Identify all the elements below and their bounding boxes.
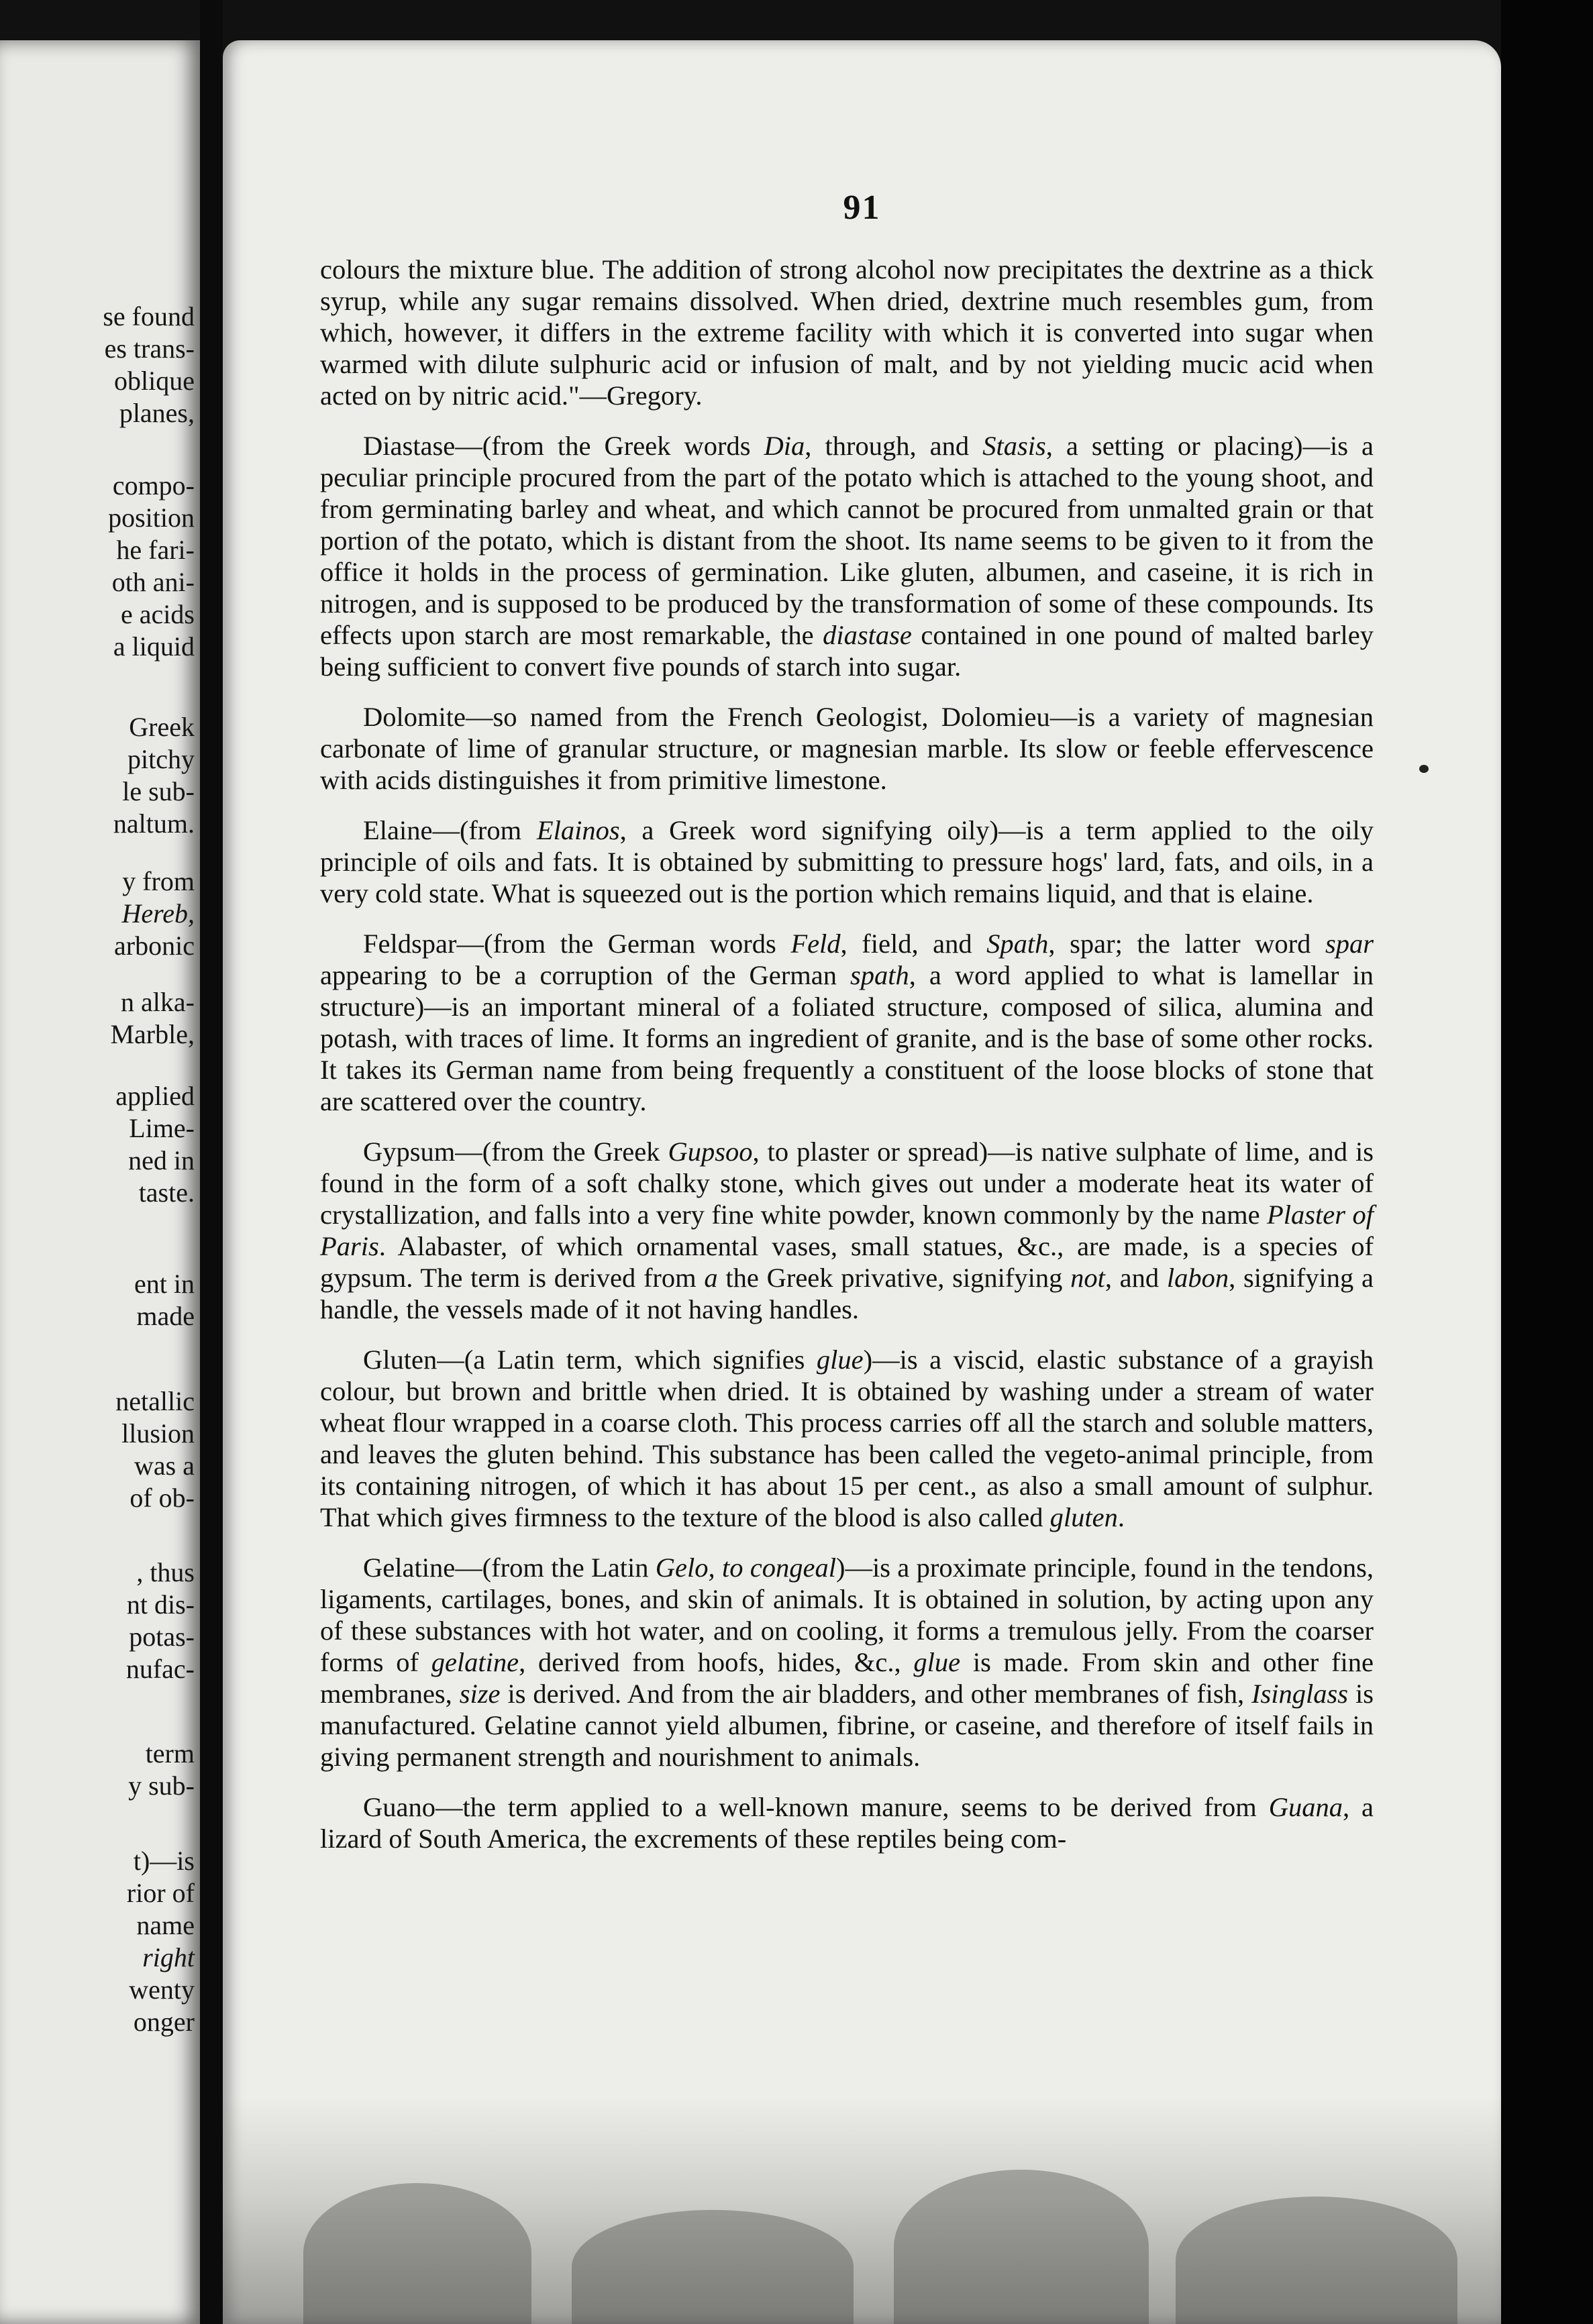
left-line: he fari- <box>116 535 195 565</box>
left-line: planes, <box>119 398 195 428</box>
left-line: name <box>136 1910 195 1940</box>
left-line: of ob- <box>130 1483 195 1513</box>
left-page-lines <box>0 711 195 840</box>
left-line: applied <box>115 1081 195 1111</box>
left-line: t)—is <box>133 1846 195 1876</box>
left-line: y from <box>122 866 195 896</box>
left-line: Lime- <box>129 1113 195 1143</box>
scan-background-edge <box>1501 0 1593 2324</box>
ink-speck <box>1419 765 1429 773</box>
left-line: nt dis- <box>126 1589 195 1620</box>
left-page-lines <box>0 1738 195 1802</box>
paragraph-dextrine: colours the mixture blue. The addition of strong alcohol now precipitates the dextrine as a thick syrup, while any sugar remains dissolved. When dried, dextrine much resembles gum, from which, however, it differs in the extreme facility with which it is converted into sugar when warmed with dilute sulphuric acid or infusion of malt, and by not yielding mucic acid when acted on by nitric acid."—Gregory. <box>320 254 1374 411</box>
paragraph-guano: Guano—the term applied to a well-known manure, seems to be derived from Guana, a lizard of South America, the excrements of these reptiles being com- <box>320 1792 1374 1854</box>
left-page-lines <box>0 986 195 1051</box>
paragraph-feldspar: Feldspar—(from the German words Feld, field, and Spath, spar; the latter word spar appearing to be a corruption of the German spath, a word applied to what is lamellar in structure)—is an important mineral of a foliated structure, composed of silica, alumina and potash, with traces of lime. It forms an ingredient of granite, and is the base of some other rocks. It takes its German name from being frequently a constituent of the loose blocks of stone that are scattered over the country. <box>320 929 1374 1116</box>
left-page-fragment <box>0 40 200 2324</box>
paragraph-diastase: Diastase—(from the Greek words Dia, through, and Stasis, a setting or placing)—is a peculiar principle procured from the part of the potato which is attached to the young shoot, and from germinating barley and wheat, and which cannot be procured from unmalted grain or that portion of the potato, which is distant from the shoot. Its name seems to be given to it from the office it holds in the process of germination. Like gluten, albumen, and caseine, it is rich in nitrogen, and is supposed to be produced by the transformation of some of these compounds. Its effects upon starch are most remarkable, the diastase contained in one pound of malted barley being sufficient to convert five pounds of starch into sugar. <box>320 431 1374 682</box>
left-line: a liquid <box>113 631 195 662</box>
left-line: naltum. <box>113 808 195 839</box>
left-line: e acids <box>121 599 195 629</box>
paragraph-gypsum: Gypsum—(from the Greek Gupsoo, to plaster or spread)—is native sulphate of lime, and is found in the form of a soft chalky stone, which gives out under a moderate heat its water of crystallization, and falls into a very fine white powder, known commonly by the name Plaster of Paris. Alabaster, of which ornamental vases, small statues, &c., are made, is a species of gypsum. The term is derived from a the Greek privative, signifying not, and labon, signifying a handle, the vessels made of it not having handles. <box>320 1137 1374 1324</box>
left-line: was a <box>134 1450 195 1481</box>
left-page-lines <box>0 1385 195 1514</box>
left-line: oth ani- <box>111 567 195 597</box>
left-line: pitchy <box>127 744 195 774</box>
left-line: es trans- <box>104 333 195 364</box>
left-line: le sub- <box>122 776 195 806</box>
left-line: , thus <box>136 1557 195 1587</box>
left-line: onger <box>133 2007 195 2037</box>
left-page-lines <box>0 301 195 429</box>
left-line: compo- <box>112 470 195 500</box>
left-line: ned in <box>128 1145 195 1175</box>
left-line: position <box>108 503 195 533</box>
left-line: ent in <box>134 1269 195 1299</box>
paragraph-dolomite: Dolomite—so named from the French Geologist, Dolomieu—is a variety of magnesian carbonate of lime of granular structure, or magnesian marble. Its slow or feeble effervescence with acids distinguishes it from primitive limestone. <box>320 702 1374 795</box>
left-line: arbonic <box>114 931 195 961</box>
left-line: right <box>142 1942 195 1972</box>
left-page-lines <box>0 1268 195 1332</box>
left-line: potas- <box>129 1622 195 1652</box>
left-line: term <box>145 1738 195 1768</box>
left-page-lines <box>0 865 195 962</box>
right-page <box>223 40 1501 2324</box>
left-line: n alka- <box>121 987 195 1017</box>
left-line: oblique <box>114 366 195 396</box>
left-line: y sub- <box>128 1771 195 1801</box>
paragraph-elaine: Elaine—(from Elainos, a Greek word signifying oily)—is a term applied to the oily principle of oils and fats. It is obtained by submitting to pressure hogs' lard, fats, and oils, in a very cold state. What is squeezed out is the portion which remains liquid, and that is elaine. <box>320 815 1374 908</box>
left-line: se found <box>103 301 195 331</box>
left-line: netallic <box>115 1386 195 1416</box>
left-line: made <box>136 1301 195 1331</box>
left-line: wenty <box>129 1974 195 2005</box>
left-line: Marble, <box>110 1019 195 1049</box>
left-line: Hereb, <box>121 898 195 929</box>
paragraph-gelatine: Gelatine—(from the Latin Gelo, to congeal)—is a proximate principle, found in the tendons, ligaments, cartilages, bones, and skin of animals. It is obtained in solution, by acting upon any of these substances with hot water, and on cooling, it forms a tremulous jelly. From the coarser forms of gelatine, derived from hoofs, hides, &c., glue is made. From skin and other fine membranes, size is derived. And from the air bladders, and other membranes of fish, Isinglass is manufactured. Gelatine cannot yield albumen, fibrine, or caseine, and therefore of itself fails in giving permanent strength and nourishment to animals. <box>320 1552 1374 1772</box>
left-page-lines <box>0 1080 195 1209</box>
left-line: Greek <box>129 712 195 742</box>
left-line: rior of <box>126 1878 195 1908</box>
left-line: taste. <box>138 1177 195 1208</box>
left-page-lines <box>0 470 195 663</box>
left-line: llusion <box>121 1418 195 1448</box>
left-page-lines <box>0 1556 195 1685</box>
left-line: nufac- <box>125 1654 195 1684</box>
paragraph-gluten: Gluten—(a Latin term, which signifies glue)—is a viscid, elastic substance of a grayish colour, but brown and brittle when dried. It is obtained by washing under a stream of water wheat flour wrapped in a coarse cloth. This process carries off all the starch and soluble matters, and leaves the gluten behind. This substance has been called the vegeto-animal principle, from its containing nitrogen, of which it has about 15 per cent., as also a small amount of sulphur. That which gives firmness to the texture of the blood is also called gluten. <box>320 1344 1374 1532</box>
page-number: 91 <box>843 189 881 227</box>
page-body <box>320 254 1374 1873</box>
water-stain <box>223 2096 1501 2324</box>
left-page-lines <box>0 1845 195 2038</box>
book-gutter <box>200 0 223 2324</box>
